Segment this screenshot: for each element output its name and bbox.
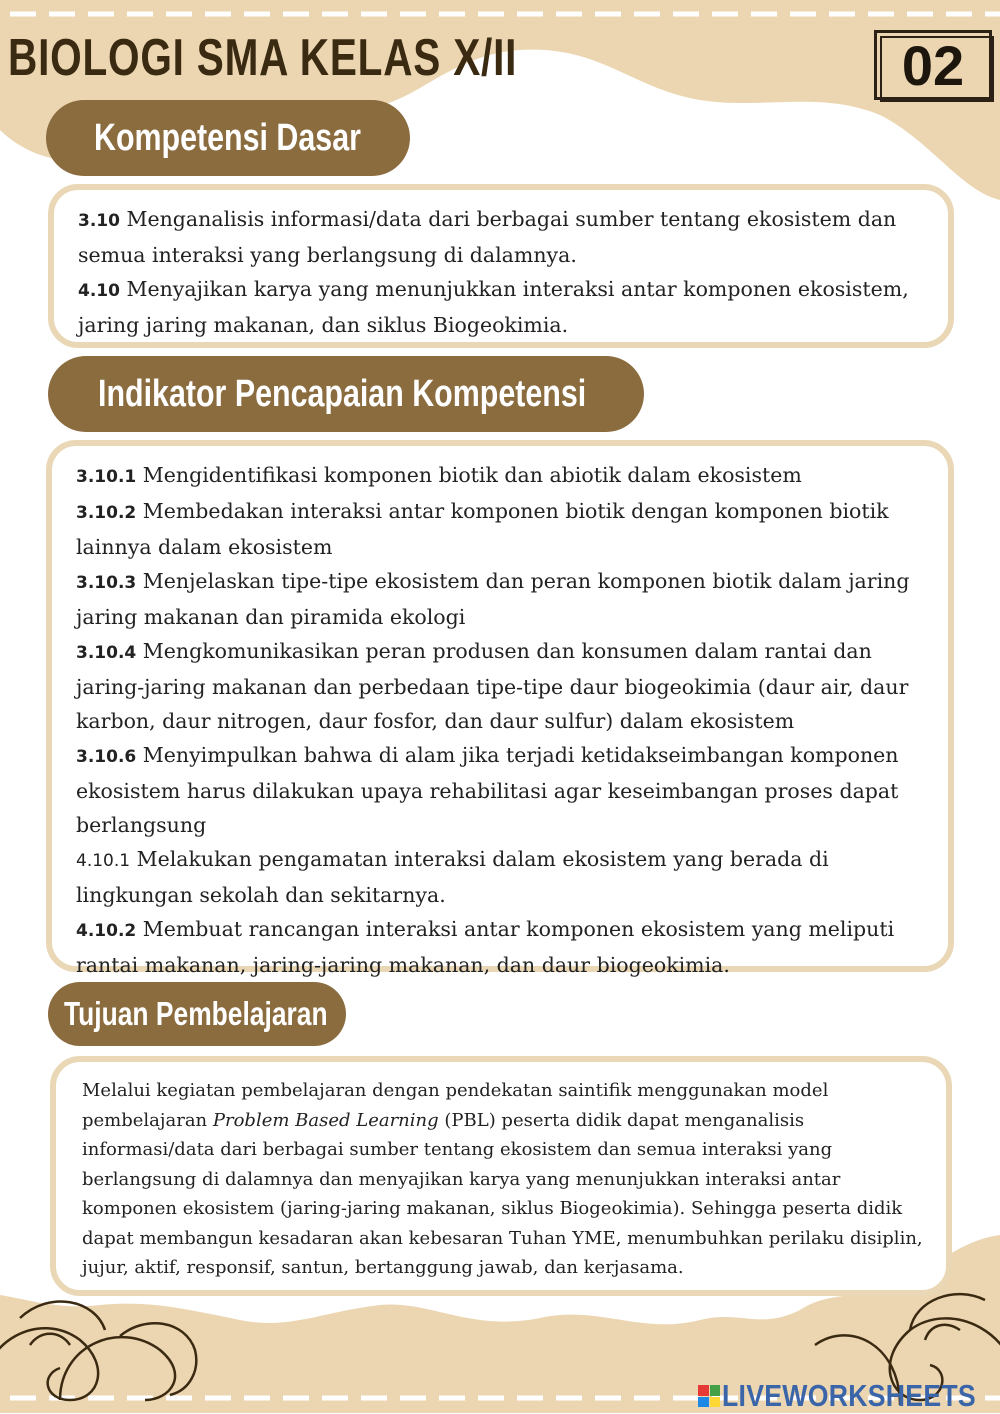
ipk-code: 3.10.1	[76, 467, 137, 487]
ipk-item	[76, 494, 934, 564]
ipk-code: 4.10.2	[76, 921, 137, 941]
liveworksheets-logo[interactable]	[698, 1378, 1000, 1414]
kd-code: 4.10	[78, 281, 120, 301]
kd-item	[78, 202, 934, 272]
ipk-text: Membedakan interaksi antar komponen biotik dengan komponen biotik lainnya dalam ekosistem	[76, 499, 889, 559]
document-title: BIOLOGI SMA KELAS X/II	[8, 29, 518, 87]
brand-text: LIVEWORKSHEETS	[722, 1378, 976, 1413]
tujuan-box	[50, 1056, 952, 1296]
liveworksheets-icon	[698, 1385, 720, 1407]
ipk-item	[76, 912, 934, 982]
kd-code: 3.10	[78, 211, 120, 231]
indikator-box	[46, 440, 954, 977]
ipk-text: Mengkomunikasikan peran produsen dan konsumen dalam rantai dan jaring-jaring makanan dan perbedaan tipe-tipe daur biogeokimia (daur air, daur karbon, daur nitrogen, daur fosfor, dan daur sulfur) dalam ekosistem	[76, 639, 909, 733]
ipk-item	[76, 564, 934, 634]
kd-text: Menganalisis informasi/data dari berbagai sumber tentang ekosistem dan semua interaksi yang berlangsung di dalamnya.	[78, 207, 897, 267]
section-heading-indikator	[48, 356, 644, 432]
section-heading-kompetensi-dasar	[46, 100, 410, 176]
kompetensi-dasar-box	[48, 184, 954, 348]
heading-text: Tujuan Pembelajaran	[64, 995, 328, 1032]
ipk-item	[76, 634, 934, 738]
ipk-text: Menyimpulkan bahwa di alam jika terjadi ketidakseimbangan komponen ekosistem harus dilakukan upaya rehabilitasi agar keseimbangan proses dapat berlangsung	[76, 743, 899, 837]
ipk-text: Melakukan pengamatan interaksi dalam ekosistem yang berada di lingkungan sekolah dan sekitarnya.	[76, 847, 829, 907]
ipk-code: 3.10.4	[76, 643, 137, 663]
ipk-text: Menjelaskan tipe-tipe ekosistem dan peran komponen biotik dalam jaring jaring makanan dan piramida ekologi	[76, 569, 910, 629]
kd-item	[78, 272, 934, 342]
ipk-code: 4.10.1	[76, 851, 131, 871]
page-number-badge: 02	[874, 30, 992, 100]
ipk-item	[76, 458, 934, 494]
heading-text: Kompetensi Dasar	[94, 116, 361, 159]
section-heading-tujuan	[48, 982, 346, 1046]
ipk-code: 3.10.2	[76, 503, 137, 523]
ipk-item	[76, 842, 934, 912]
ipk-code: 3.10.3	[76, 573, 137, 593]
tujuan-text: Melalui kegiatan pembelajaran dengan pendekatan saintifik menggunakan model pembelajaran Problem Based Learning (PBL) peserta didik dapat menganalisis informasi/data dari berbagai sumber tentang ekosistem dan semua interaksi yang berlangsung di dalamnya dan menyajikan karya yang menunjukkan interaksi antar komponen ekosistem (jaring-jaring makanan, siklus Biogeokimia). Sehingga peserta didik dapat membangun kesadaran akan kebesaran Tuhan YME, menumbuhkan perilaku disiplin, jujur, aktif, responsif, santun, bertanggung jawab, dan kerjasama.	[82, 1080, 923, 1278]
ipk-text: Mengidentifikasi komponen biotik dan abiotik dalam ekosistem	[136, 463, 802, 487]
heading-text: Indikator Pencapaian Kompetensi	[98, 372, 587, 415]
kd-text: Menyajikan karya yang menunjukkan interaksi antar komponen ekosistem, jaring jaring makanan, dan siklus Biogeokimia.	[78, 277, 909, 337]
ipk-text: Membuat rancangan interaksi antar komponen ekosistem yang meliputi rantai makanan, jaring-jaring makanan, dan daur biogeokimia.	[76, 917, 895, 977]
ipk-code: 3.10.6	[76, 747, 137, 767]
model-name: Problem Based Learning	[212, 1109, 439, 1131]
ipk-item	[76, 738, 934, 842]
